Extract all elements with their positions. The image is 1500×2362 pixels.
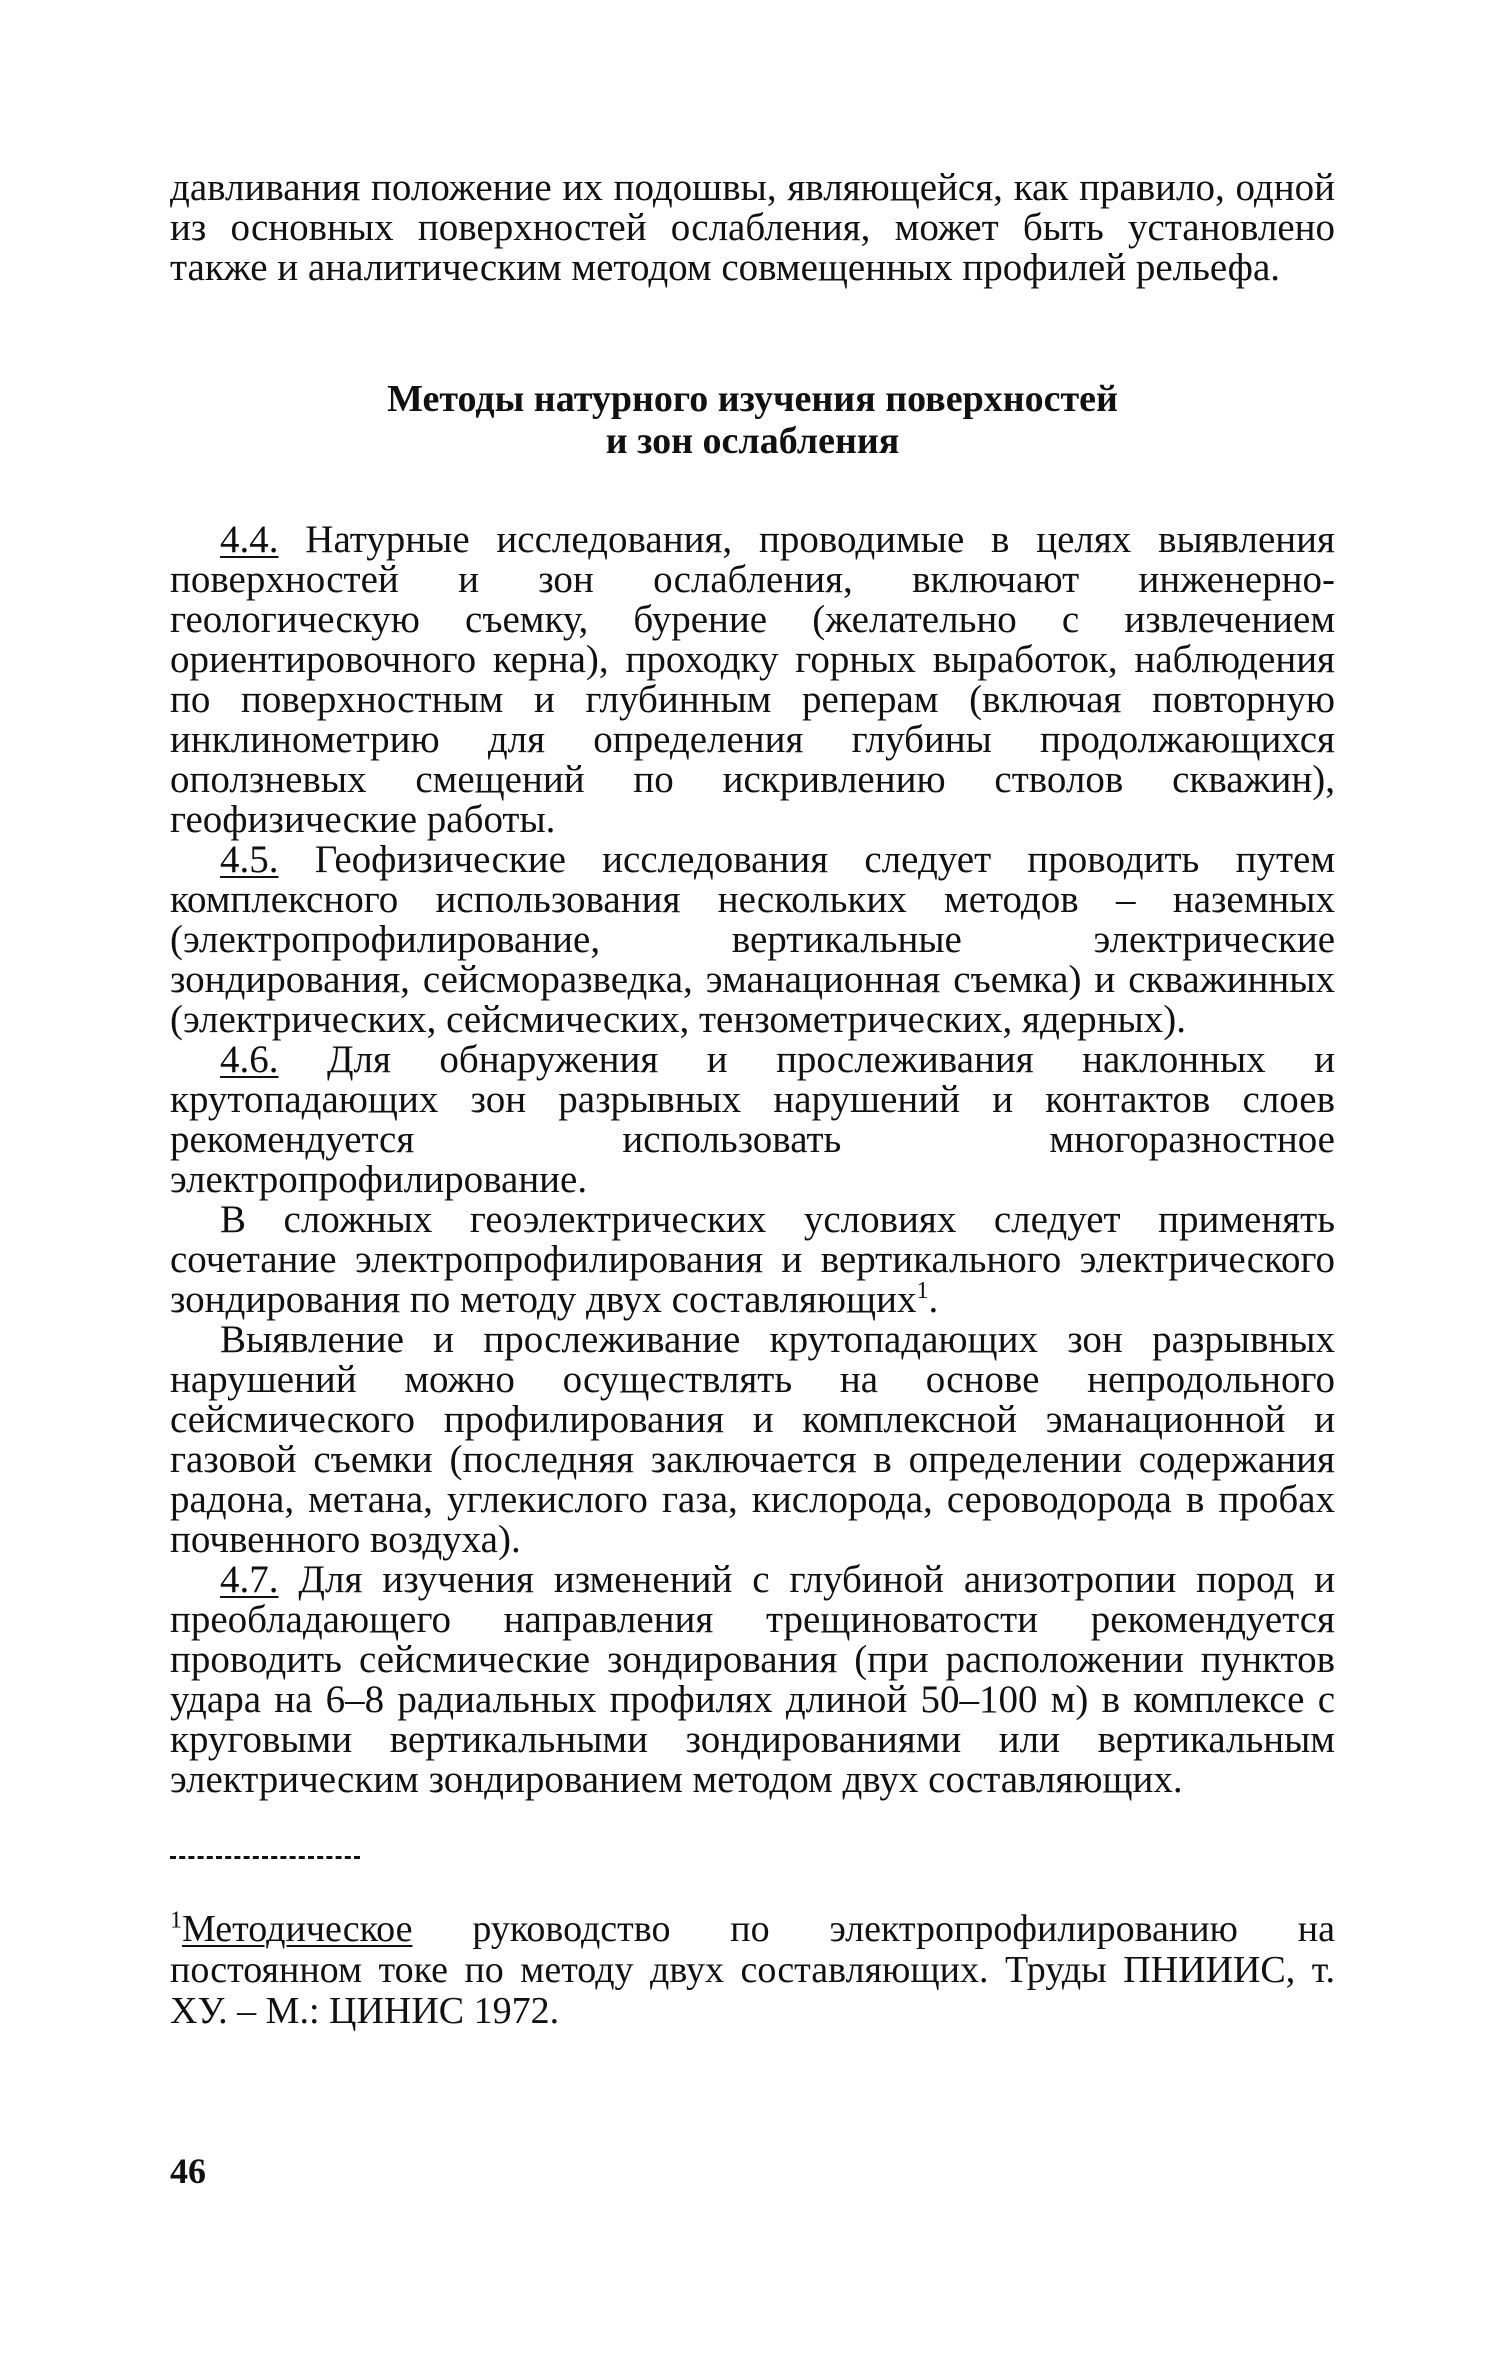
- footnote-mark: 1: [170, 1907, 182, 1934]
- section-heading-line-2: и зон ослабления: [605, 420, 900, 462]
- paragraph-text: Натурные исследования, проводимые в целях выявления поверхностей и зон ослабления, включают инженерно-геологическую съемку, бурение (желательно с извлечением ориентировочного керна), проходку горных выработок, наблюдения по поверхностным и глубинным реперам (включая повторную инклинометрию для определения глубины продолжающихся оползневых смещений по искривлению стволов скважин), геофизические работы.: [170, 518, 1335, 841]
- paragraph-number: 4.5.: [220, 838, 279, 881]
- paragraph-fault-zones: [170, 1320, 1335, 1560]
- paragraph-4-6: [170, 1040, 1335, 1200]
- paragraph-number: 4.4.: [220, 518, 279, 561]
- paragraph-text-end: .: [928, 1278, 939, 1321]
- footnote-head: Методическое: [182, 1908, 413, 1950]
- opening-paragraph: давливания положение их подошвы, являющейся, как правило, одной из основных поверхностей ослабления, может быть установлено также и аналитическим методом совмещенных профилей рельефа.: [170, 166, 1335, 289]
- page-number: 46: [170, 2151, 206, 2191]
- paragraph-geoelectric: [170, 1200, 1335, 1320]
- paragraph-text: Для обнаружения и прослеживания наклонных и крутопадающих зон разрывных нарушений и контактов слоев рекомендуется использовать многоразностное электропрофилирование.: [170, 1038, 1335, 1201]
- footnote-body: руководство по электропрофилированию на постоянном токе по методу двух составляющих. Труды ПНИИИС, т. ХУ. – М.: ЦИНИС 1972.: [170, 1908, 1335, 2032]
- paragraph-text: Для изучения изменений с глубиной анизотропии пород и преобладающего направления трещиноватости рекомендуется проводить сейсмические зондирования (при расположении пунктов удара на 6–8 радиальных профилях длиной 50–100 м) в комплексе с круговыми вертикальными зондированиями или вертикальным электрическим зондированием методом двух составляющих.: [170, 1558, 1335, 1801]
- page-body: [170, 168, 1335, 2032]
- section-heading: [170, 378, 1335, 462]
- paragraph-text: Геофизические исследования следует проводить путем комплексного использования нескольких методов – наземных (электропрофилирование, вертикальные электрические зондирования, сейсморазведка, эманационная съемка) и скважинных (электрических, сейсмических, тензометрических, ядерных).: [170, 838, 1335, 1041]
- paragraph-4-7: [170, 1560, 1335, 1800]
- footnote: [170, 1909, 1335, 2032]
- paragraph-text: В сложных геоэлектрических условиях следует применять сочетание электропрофилирования и вертикального электрического зондирования по методу двух составляющих: [170, 1198, 1335, 1321]
- section-heading-line-1: Методы натурного изучения поверхностей: [387, 378, 1118, 420]
- footnote-reference: 1: [916, 1278, 929, 1304]
- paragraph-number: 4.7.: [220, 1558, 279, 1601]
- paragraph-text: Выявление и прослеживание крутопадающих зон разрывных нарушений можно осуществлять на основе непродольного сейсмического профилирования и комплексной эманационной и газовой съемки (последняя заключается в определении содержания радона, метана, углекислого газа, кислорода, сероводорода в пробах почвенного воздуха).: [170, 1318, 1335, 1561]
- paragraph-4-5: [170, 840, 1335, 1040]
- paragraph-4-4: [170, 520, 1335, 840]
- footnote-separator: [170, 1856, 360, 1863]
- paragraph-number: 4.6.: [220, 1038, 279, 1081]
